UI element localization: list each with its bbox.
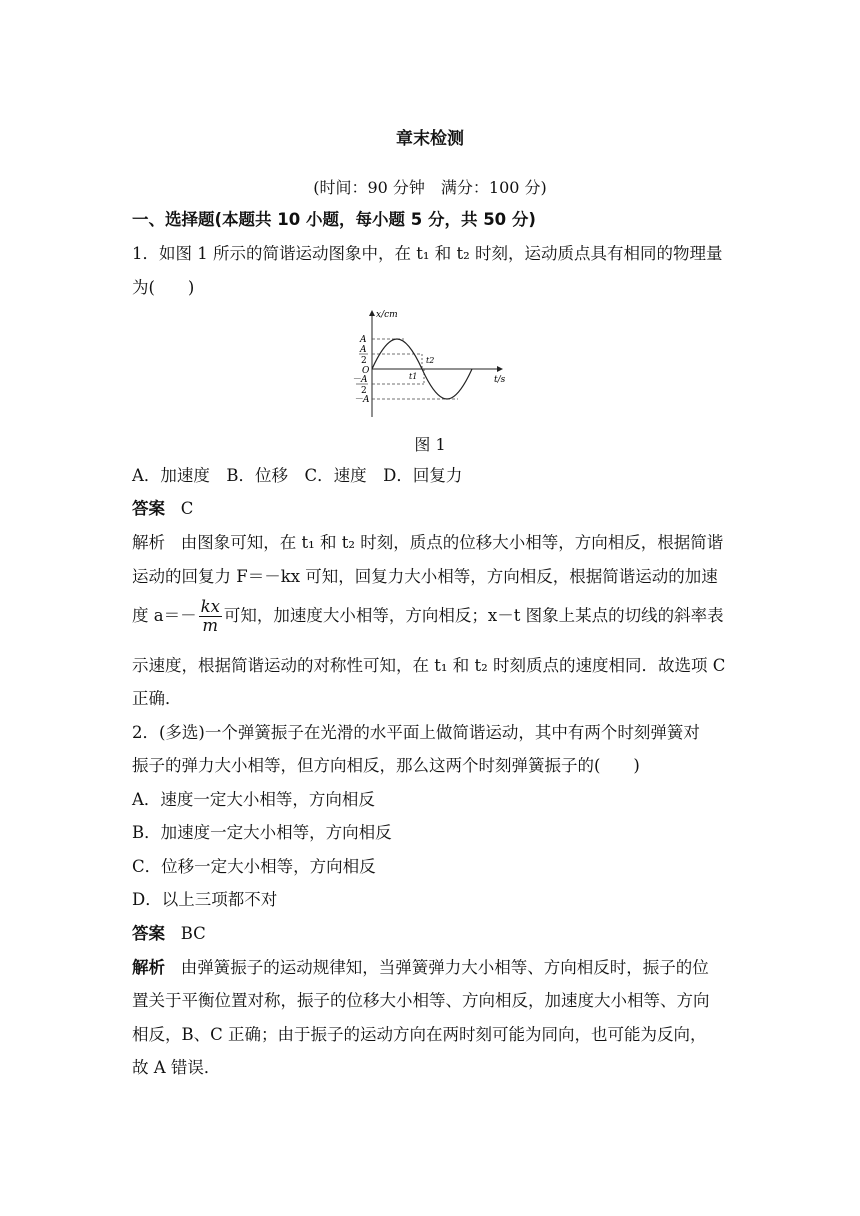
analysis-label: 解析 <box>132 533 165 552</box>
q2-option-b: B．加速度一定大小相等，方向相反 <box>132 823 392 842</box>
x-axis-label: t/s <box>494 375 506 385</box>
q1-analysis-line3 <box>132 598 724 635</box>
q2-stem-line1: 2．(多选)一个弹簧振子在光滑的水平面上做简谐运动，其中有两个时刻弹簧对 <box>132 723 700 742</box>
q2-option-a: A．速度一定大小相等，方向相反 <box>132 790 375 809</box>
q2-analysis-line4: 故 A 错误． <box>132 1058 221 1077</box>
q1-analysis-line4: 示速度，根据简谐运动的对称性可知，在 t₁ 和 t₂ 时刻质点的速度相同．故选项 C <box>132 656 726 675</box>
analysis-text: 可知，加速度大小相等，方向相反；x－t 图象上某点的切线的斜率表 <box>223 606 724 625</box>
q2-analysis-line3: 相反，B、C 正确；由于振子的运动方向在两时刻可能为同向，也可能为反向， <box>132 1025 707 1044</box>
section-heading: 一、选择题(本题共 10 小题，每小题 5 分，共 50 分) <box>132 210 536 229</box>
analysis-text: 度 a＝－ <box>132 606 197 625</box>
fraction-kx-m <box>199 598 222 635</box>
q1-answer <box>132 497 193 521</box>
q1-stem-line1: 1．如图 1 所示的简谐运动图象中，在 t₁ 和 t₂ 时刻，运动质点具有相同的物理量 <box>132 244 723 263</box>
figure-caption: 图 1 <box>414 435 446 454</box>
q1-analysis-line2: 运动的回复力 F＝－kx 可知，回复力大小相等，方向相反，根据简谐运动的加速 <box>132 567 718 586</box>
exam-info: (时间：90 分钟 满分：100 分) <box>313 178 547 197</box>
q2-answer <box>132 922 206 946</box>
fraction-denominator: m <box>202 616 219 635</box>
label-neg-a: －A <box>354 395 370 405</box>
q2-option-c: C．位移一定大小相等，方向相反 <box>132 857 376 876</box>
analysis-label: 解析 <box>132 958 165 977</box>
q1-stem-line2: 为( ) <box>132 278 195 297</box>
label-a-half-den: 2 <box>361 356 367 366</box>
label-origin: O <box>362 366 370 376</box>
shm-graph <box>340 305 520 425</box>
q2-stem-line2: 振子的弹力大小相等，但方向相反，那么这两个时刻弹簧振子的( ) <box>132 756 640 775</box>
page-title: 章末检测 <box>396 129 464 149</box>
answer-label: 答案 <box>132 924 165 943</box>
label-a: A <box>360 335 367 345</box>
label-t1: t1 <box>409 372 418 381</box>
q1-options: A．加速度 B．位移 C．速度 D．回复力 <box>132 466 463 485</box>
label-a-half-num: A <box>360 345 367 355</box>
q1-analysis-line5: 正确． <box>132 689 182 708</box>
q1-analysis-line1 <box>132 531 723 555</box>
q2-option-d: D．以上三项都不对 <box>132 890 278 909</box>
label-neg-a-half-num: －A <box>352 375 368 385</box>
answer-value: C <box>180 499 194 518</box>
q2-analysis-line1 <box>132 956 709 980</box>
answer-label: 答案 <box>132 499 165 518</box>
fraction-numerator: kx <box>200 597 220 616</box>
y-axis-label: x/cm <box>376 310 398 320</box>
answer-value: BC <box>180 924 206 943</box>
analysis-text: 由弹簧振子的运动规律知，当弹簧弹力大小相等、方向相反时，振子的位 <box>180 958 709 977</box>
q2-analysis-line2: 置关于平衡位置对称，振子的位移大小相等、方向相反，加速度大小相等、方向 <box>132 991 710 1010</box>
label-neg-a-half-den: 2 <box>361 386 367 396</box>
analysis-text: 由图象可知，在 t₁ 和 t₂ 时刻，质点的位移大小相等，方向相反，根据简谐 <box>180 533 724 552</box>
label-t2: t2 <box>426 356 435 365</box>
